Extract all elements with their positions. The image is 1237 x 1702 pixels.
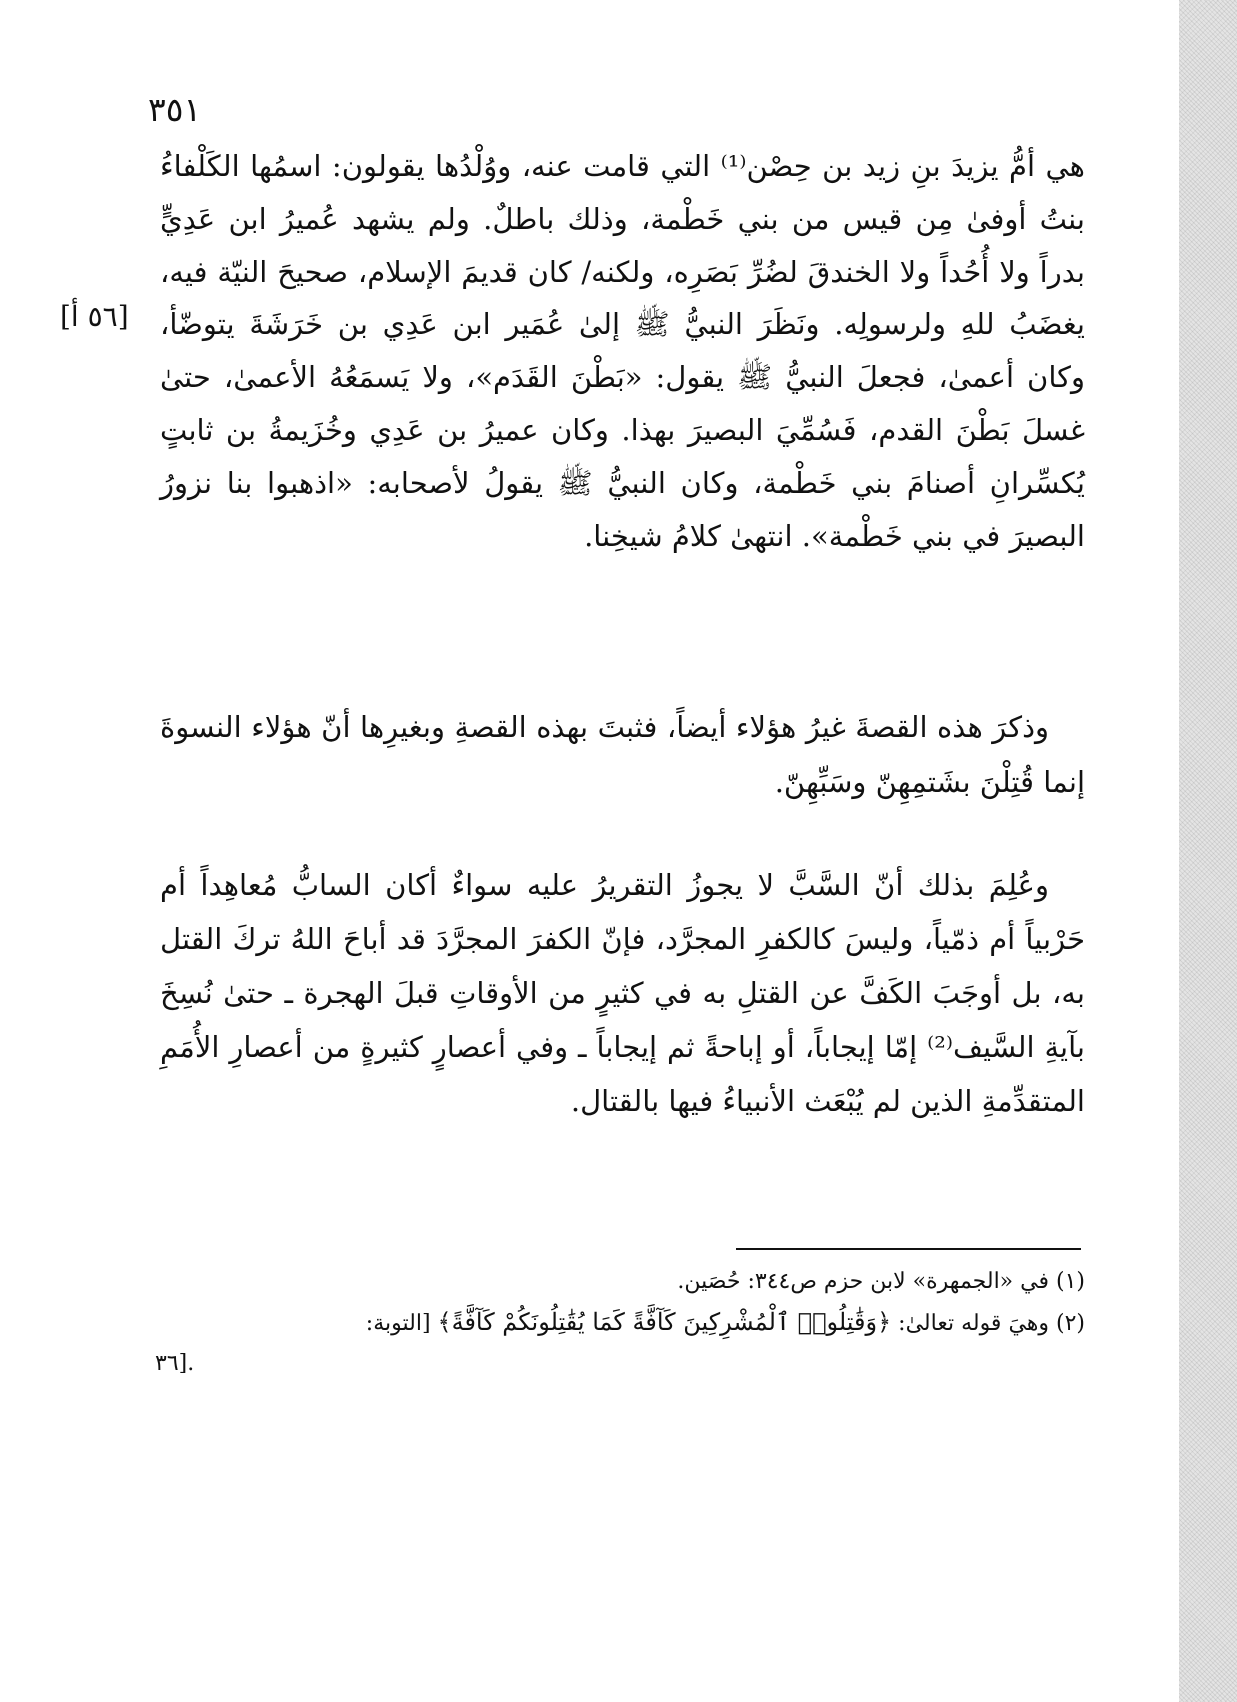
footnote-2-intro: (٢) وهيَ قوله تعالىٰ: xyxy=(891,1311,1085,1336)
manuscript-folio-marker: [٥٦ أ] xyxy=(60,300,129,333)
footnote-2-reference: [التوبة: xyxy=(365,1311,438,1336)
paragraph-2-text: وذكرَ هذه القصةَ غيرُ هؤلاء أيضاً، فثبتَ بهذه القصةِ وبغيرِها أنّ هؤلاء النسوةَ إنما قُتِلْنَ بشَتمِهِنّ وسَبِّهِنّ. xyxy=(160,710,1085,799)
paragraph-1-text: هي أمُّ يزيدَ بنِ زيد بن حِصْن⁽¹⁾ التي قامت عنه، ووُلْدُها يقولون: اسمُها الكَلْفاءُ بنتُ أوفىٰ مِن قيس من بني خَطْمة، وذلك باطلٌ. ولم يشهد عُميرُ ابن عَدِيٍّ بدراً ولا أُحُداً ولا الخندقَ لضُرِّ بَصَرِه، ولكنه/ كان قديمَ الإسلام، صحيحَ النيّة فيه، يغضَبُ للهِ ولرسولِه. ونَظَرَ النبيُّ ﷺ إلىٰ عُمَير ابن عَدِي بن خَرَشَةَ يتوضّأ، وكان أعمىٰ، فجعلَ النبيُّ ﷺ يقول: «بَطْنَ القَدَم»، ولا يَسمَعُهُ الأعمىٰ، حتىٰ غسلَ بَطْنَ القدم، فَسُمِّيَ البصيرَ بهذا. وكان عميرُ بن عَدِي وخُزَيمةُ بن ثابتٍ يُكسِّرانِ أصنامَ بني خَطْمة، وكان النبيُّ ﷺ يقولُ لأصحابه: «اذهبوا بنا نزورُ البصيرَ في بني خَطْمة». انتهىٰ كلامُ شيخِنا. xyxy=(160,149,1085,553)
footnote-1: (١) في «الجمهرة» لابن حزم ص٣٤٤: حُصَين. xyxy=(677,1269,1085,1294)
footnote-separator xyxy=(736,1248,1081,1250)
paragraph-3-text: وعُلِمَ بذلك أنّ السَّبَّ لا يجوزُ التقريرُ عليه سواءٌ أكان السابُّ مُعاهِداً أم حَرْبياً أم ذمّياً، وليسَ كالكفرِ المجرَّد، فإنّ الكفرَ المجرَّدَ قد أباحَ اللهُ تركَ القتل به، بل أوجَبَ الكَفَّ عن القتلِ به في كثيرٍ من الأوقاتِ قبلَ الهجرة ـ حتىٰ نُسِخَ بآيةِ السَّيف⁽²⁾ إمّا إيجاباً، أو إباحةً ثم إيجاباً ـ وفي أعصارٍ كثيرةٍ من أعصارِ الأُمَمِ المتقدِّمةِ الذين لم يُبْعَث الأنبياءُ فيها بالقتال. xyxy=(160,868,1086,1118)
paragraph-3 xyxy=(160,858,1085,1128)
footnotes xyxy=(155,1262,1085,1384)
paragraph-1 xyxy=(160,140,1085,562)
footnote-2 xyxy=(155,1302,1085,1344)
footnote-2-continuation: .[٣٦ xyxy=(155,1351,195,1376)
footnote-2-quran-verse: ﴿وَقَٰتِلُوا۟ ٱلْمُشْرِكِينَ كَآفَّةً كَمَا يُقَٰتِلُونَكُمْ كَآفَّةً﴾ xyxy=(437,1308,892,1336)
page-number: ٣٥١ xyxy=(148,90,202,129)
paragraph-2 xyxy=(160,700,1085,810)
scan-edge-strip xyxy=(1179,0,1237,1702)
